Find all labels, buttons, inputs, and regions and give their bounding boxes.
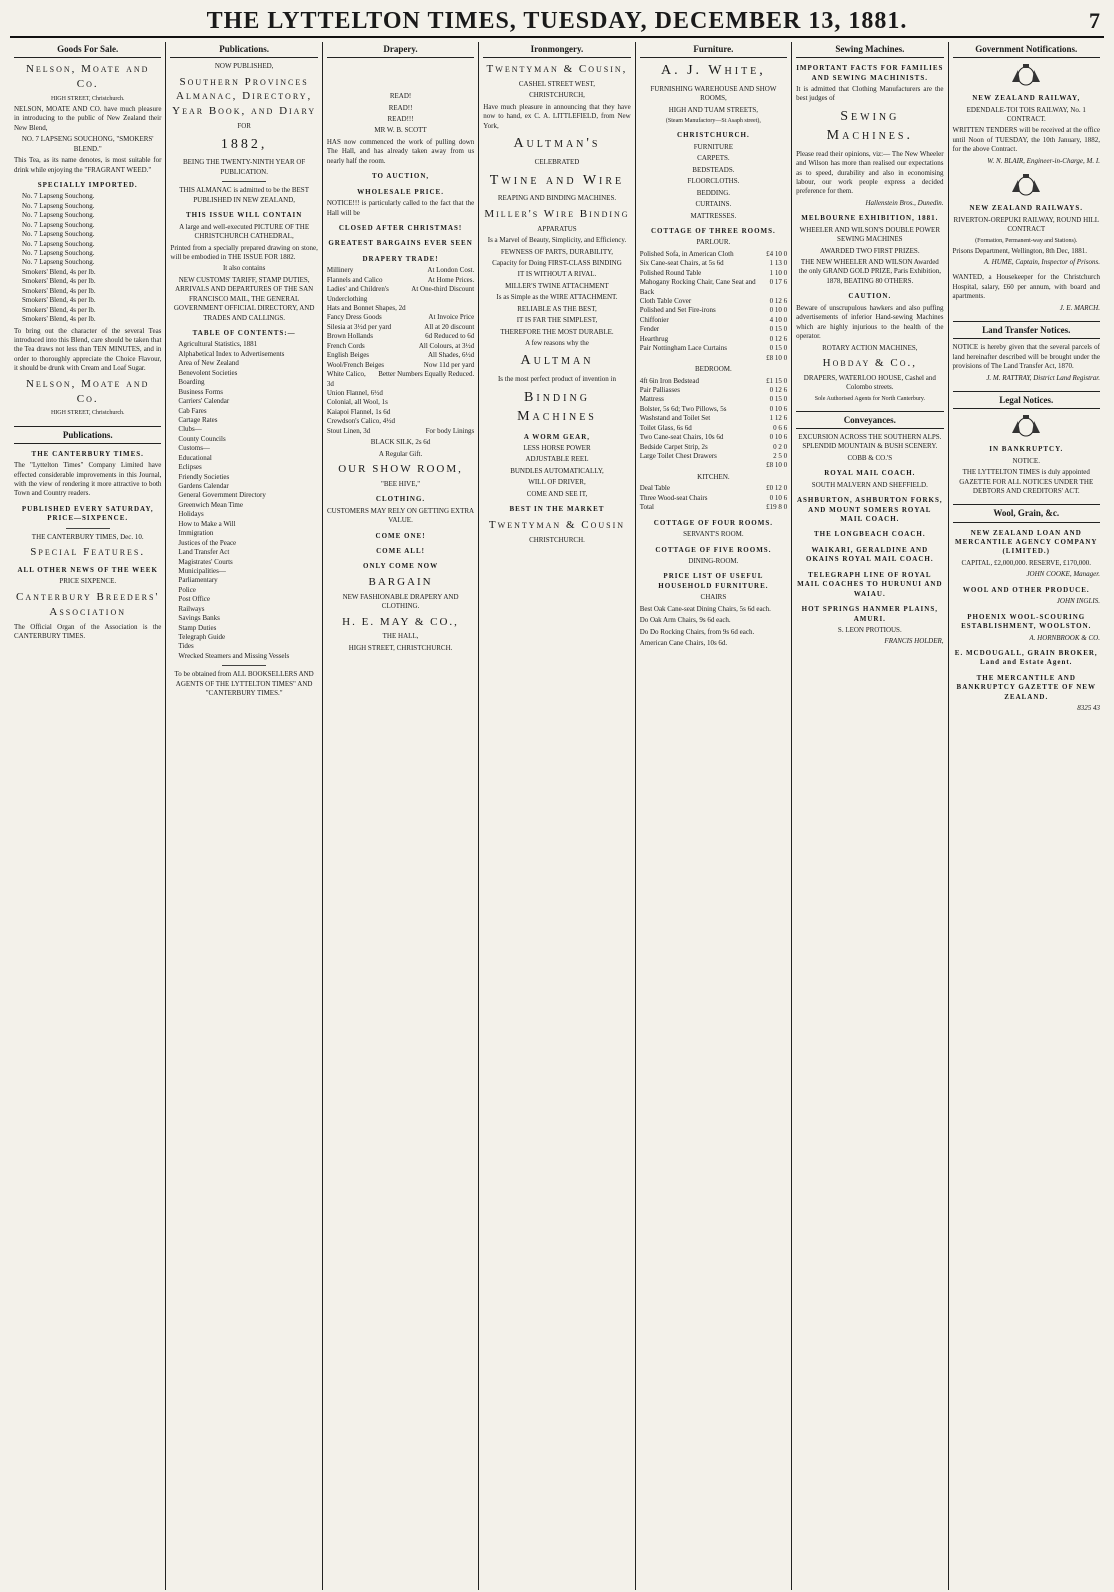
column-header: Ironmongery.: [483, 42, 630, 58]
almanac-title: Southern Provinces Almanac, Directory, Year Book, and Diary: [172, 75, 317, 118]
excursion: EXCURSION ACROSS THE SOUTHERN ALPS. SPLENDID MOUNTAIN & BUSH SCENERY.: [798, 432, 942, 451]
tariff-list: NEW CUSTOMS' TARIFF, STAMP DUTIES, ARRIVALS AND DEPARTURES OF THE SAN FRANCISCO MAIL, THE GENERAL GOVERNMENT OFFICIAL DIRECTORY, AND TRADES AND CALLINGS.: [173, 275, 315, 322]
advertiser-address-2: HIGH STREET, Christchurch.: [50, 410, 125, 417]
column-header: Government Notifications.: [953, 42, 1100, 58]
list-item: Parliamentary: [178, 576, 218, 585]
list-item: Carriers' Calendar: [178, 397, 230, 406]
masthead: [10, 6, 1104, 38]
list-item: Greenwich Mean Time: [178, 500, 243, 509]
kitchen-list: [640, 484, 787, 503]
publication-text: The "Lyttelton Times" Company Limited have effected considerable improvements in this Journal, with the view of rendering it more attractive to both Town and Country readers.: [14, 461, 162, 498]
aultman-heading: Aultman's: [513, 136, 601, 152]
simple-line: Is as Simple as the WIRE ATTACHMENT.: [496, 293, 618, 302]
rotary-action: ROTARY ACTION MACHINES,: [822, 343, 918, 352]
publication-year-line: BEING THE TWENTY-NINTH YEAR OF PUBLICATION.: [182, 158, 306, 176]
drapers: DRAPERS, WATERLOO HOUSE, Cashel and Colombo streets.: [803, 373, 936, 392]
price-row: Colonial, all Wool, 1s: [326, 398, 388, 407]
price-row: Polished and Set Fire-irons 0 10 0: [639, 306, 788, 315]
ad-blend: NO. 7 LAPSENG SOUCHONG, "SMOKERS' BLEND.": [21, 135, 154, 153]
list-item: Tides: [178, 642, 194, 651]
list-item: Gardens Calendar: [178, 482, 229, 490]
price-row: Bedside Carpet Strip, 2s 0 2 0: [639, 442, 788, 451]
all-other-news: ALL OTHER NEWS OF THE WEEK: [17, 566, 158, 574]
contract-line-2: RIVERTON-OREPUKI RAILWAY, ROUND HILL CONTRACT: [953, 215, 1100, 234]
list-item: Savings Banks: [178, 614, 220, 623]
important-facts: IMPORTANT FACTS FOR FAMILIES AND SEWING MACHINISTS.: [796, 64, 944, 82]
price-row: Mattress 0 15 0: [639, 395, 788, 404]
list-item: Smokers' Blend, 4s per lb.: [22, 305, 96, 314]
list-item: Eclipses: [178, 463, 202, 472]
firm-name-2: Twentyman & Cousin: [488, 518, 626, 531]
route: S. LEON PROTIOUS.: [837, 625, 902, 634]
bedroom-list: [640, 377, 787, 462]
read-3: READ!!!: [387, 115, 414, 124]
price-row: Deal Table £0 12 0: [639, 484, 788, 493]
price-row: Bolster, 5s 6d; Two Pillows, 5s 0 10 6: [639, 404, 788, 413]
perfect-line: Is the most perfect product of invention in: [497, 375, 616, 384]
list-item: Customs—: [178, 444, 210, 453]
tea-list: [14, 192, 161, 324]
list-item: Immigration: [178, 529, 214, 538]
price-row: Large Toilet Chest Drawers 2 5 0: [639, 452, 788, 460]
price-row: Three Wood-seat Chairs 0 10 6: [639, 493, 788, 502]
column-header: Drapery.: [327, 42, 474, 58]
worm-gear: A WORM GEAR,: [523, 432, 591, 441]
bedroom-total: £8 10 0: [766, 461, 788, 470]
association-text: The Official Organ of the Association is the CANTERBURY TIMES.: [14, 622, 162, 640]
list-item: Wrecked Steamers and Missing Vessels: [178, 651, 290, 660]
almanac-year: 1882,: [220, 136, 268, 152]
divider: [66, 528, 110, 529]
almanac-claim: THIS ALMANAC is admitted to be the BEST PUBLISHED IN NEW ZEALAND,: [179, 186, 309, 204]
list-item: Cartage Rates: [178, 415, 218, 424]
list-item: Police: [178, 585, 196, 594]
bedroom: BEDROOM.: [695, 365, 732, 374]
ad-closing: To bring out the character of the several Teas introduced into this Blend, care should be taken that the Tea draws not less than TEN MINUTES, and in order to thoroughly appreciate the Choice Flavour, it should be drunk with Cream and Loaf Sugar.: [14, 326, 162, 373]
longbeach: THE LONGBEACH COACH.: [814, 530, 926, 539]
lyttelton-gazette: THE LYTTELTON TIMES is duly appointed GAZETTE FOR ALL NOTICES UNDER THE DEBTORS AND CREDITORS' ACT.: [959, 468, 1094, 496]
specially-imported: SPECIALLY IMPORTED.: [37, 180, 138, 189]
section-header-wool: Wool, Grain, &c.: [953, 504, 1100, 522]
column-publications: [166, 42, 322, 1590]
price-row: Fender 0 15 0: [639, 325, 788, 334]
price-row: Mahogany Rocking Chair, Cane Seat and Back 0 17 6: [639, 278, 788, 296]
bee-hive: "BEE HIVE,": [380, 479, 421, 488]
engineer-signature: W. N. BLAIR, Engineer-in-Charge, M. I.: [987, 156, 1100, 165]
drapery-trade: DRAPERY TRADE!: [362, 254, 439, 263]
chairs-heading: CHAIRS: [700, 593, 727, 602]
servants-room: SERVANT'S ROOM.: [683, 530, 744, 539]
column-furniture: [636, 42, 792, 1590]
only-come-now: ONLY COME NOW: [363, 562, 439, 571]
cooke-signature: JOHN COOKE, Manager.: [1026, 570, 1100, 579]
price-row: Six Cane-seat Chairs, at 5s 6d 1 13 0: [639, 259, 788, 268]
toc-list: [170, 340, 317, 661]
price-row: Brown Hollands 6d Reduced to 6d: [326, 332, 475, 341]
royal-mail: ROYAL MAIL COACH.: [824, 469, 916, 478]
list-item: Clubs—: [178, 425, 202, 434]
royal-crest-icon: [1006, 413, 1046, 439]
column-government: [949, 42, 1104, 1590]
list-item: Do Do Rocking Chairs, from 9s 6d each.: [639, 627, 755, 636]
price-row: French Cords All Colours, at 3½d: [326, 341, 475, 350]
wool-produce: WOOL AND OTHER PRODUCE.: [962, 585, 1090, 594]
notice: NOTICE.: [1012, 456, 1040, 465]
black-silk: BLACK SILK, 2s 6d: [370, 438, 431, 447]
list-item: Cab Fares: [178, 406, 207, 415]
railways-heading: NEW ZEALAND RAILWAYS.: [969, 204, 1083, 213]
city-line: CHRISTCHURCH.: [677, 131, 750, 140]
cottage-three: COTTAGE OF THREE ROOMS.: [651, 226, 776, 235]
ironmongery-intro: Have much pleasure in announcing that they have now to hand, ex C. A. LITTLEFIELD, from New York,: [483, 102, 631, 130]
column-header: Goods For Sale.: [14, 42, 161, 58]
simplest-line: IT IS FAR THE SIMPLEST,: [516, 316, 598, 325]
list-item: American Cane Chairs, 10s 6d.: [639, 639, 728, 647]
apparatus: APPARATUS: [537, 224, 577, 233]
cottage-five: COTTAGE OF FIVE ROOMS.: [655, 545, 772, 554]
celebrated: CELEBRATED: [534, 158, 580, 167]
warehouse-line: FURNISHING WAREHOUSE AND SHOW ROOMS,: [650, 85, 777, 103]
parlour: PARLOUR.: [696, 238, 731, 247]
land-notice: NOTICE is hereby given that the several parcels of land hereinafter described will be brought under the provisions of The Land Transfer Act, 1870.: [952, 343, 1100, 371]
list-item: Land Transfer Act: [178, 548, 230, 557]
list-item: MATTRESSES.: [690, 211, 737, 220]
association-title: Canterbury Breeders' Association: [16, 590, 160, 618]
railway-heading: NEW ZEALAND RAILWAY,: [972, 94, 1081, 103]
advertiser-name-2: Nelson, Moate and Co.: [25, 377, 150, 405]
advertiser-address: HIGH STREET, Christchurch.: [50, 95, 125, 102]
price-row: Pair Nottingham Lace Curtains 0 15 0: [639, 344, 788, 353]
grand-total: Total £19 8 0: [639, 503, 788, 512]
ad-text: This Tea, as its name denotes, is most suitable for drink while enjoying the "FRAGRANT WEED.": [14, 156, 162, 174]
price-row: Two Cane-seat Chairs, 10s 6d 0 10 6: [639, 433, 788, 442]
list-item: Smokers' Blend, 4s per lb.: [22, 315, 96, 324]
parlour-total: £8 10 0: [766, 353, 788, 362]
price-row: Flannels and Calico At Home Prices.: [326, 275, 475, 284]
price-row: Chiffonier 4 10 0: [639, 315, 788, 324]
for-label: FOR: [237, 122, 251, 131]
street-line: HIGH STREET, CHRISTCHURCH.: [348, 643, 453, 652]
capital: CAPITAL, £2,000,000. RESERVE, £170,000.: [961, 558, 1092, 567]
list-item: County Councils: [178, 434, 226, 443]
list-item: No. 7 Lapseng Souchong.: [22, 258, 95, 267]
list-item: Benevolent Societies: [178, 368, 238, 377]
price-row: Hats and Bonnet Shapes, 2d: [326, 304, 406, 313]
list-item: Agricultural Statistics, 1881: [178, 340, 258, 349]
binding-machines: Binding Machines: [517, 389, 597, 424]
ad-number: 8325 43: [1077, 704, 1100, 713]
firm-name: Twentyman & Cousin,: [486, 63, 628, 76]
list-item: Best Oak Cane-seat Dining Chairs, 5s 6d each.: [639, 604, 771, 613]
page-number: 7: [1089, 8, 1100, 33]
list-item: No. 7 Lapseng Souchong.: [22, 230, 95, 239]
street-line: CASHEL STREET WEST,: [518, 79, 596, 88]
list-item: Business Forms: [178, 387, 223, 396]
price-row: Toilet Glass, 6s 6d 0 6 6: [639, 423, 788, 432]
mcdougall: E. MCDOUGALL, GRAIN BROKER, Land and Estate Agent.: [954, 648, 1098, 667]
testimonial: Please read their opinions, viz:— The New Wheeler and Wilson has more than realised our expectations as to speed, durability and also in economising labour, our work people express a decided preference for them.: [796, 149, 944, 196]
notice-line: NOTICE!!! is particularly called to the fact that the Hall will be: [326, 199, 475, 217]
read-1: READ!: [389, 92, 412, 101]
list-item: CURTAINS.: [695, 200, 732, 209]
rival-line: IT IS WITHOUT A RIVAL.: [517, 270, 597, 279]
price-row: Kaiapoi Flannel, 1s 6d: [326, 407, 391, 416]
list-item: FLOORCLOTHS.: [687, 177, 740, 186]
column-ironmongery: [479, 42, 635, 1590]
waikari: WAIKARI, GERALDINE AND OKAINS ROYAL MAIL COACH.: [806, 545, 934, 564]
picture-line: A large and well-executed PICTURE OF THE CHRISTCHURCH CATHEDRAL,: [179, 222, 310, 241]
read-2: READ!!: [388, 103, 413, 112]
issue-contains: THIS ISSUE WILL CONTAIN: [185, 211, 303, 220]
reel: ADJUSTABLE REEL: [525, 455, 589, 464]
issue-date: THE CANTERBURY TIMES, Dec. 10.: [31, 532, 144, 541]
marvel-line: Is a Marvel of Beauty, Simplicity, and Efficiency.: [487, 236, 627, 245]
section-header-legal: Legal Notices.: [953, 391, 1100, 409]
list-item: No. 7 Lapseng Souchong.: [22, 239, 95, 248]
royal-crest-icon: [1006, 172, 1046, 198]
list-item: Smokers' Blend, 4s per lb.: [22, 267, 96, 276]
column-drapery: [323, 42, 479, 1590]
list-item: CARPETS.: [697, 154, 730, 163]
divider: [222, 665, 266, 666]
price-row: Polished Sofa, in American Cloth £4 10 0: [639, 249, 788, 258]
best-in-market: BEST IN THE MARKET: [509, 505, 605, 514]
price-row: Polished Round Table 1 10 0: [639, 268, 788, 277]
phoenix: PHOENIX WOOL-SCOURING ESTABLISHMENT, WOOLSTON.: [961, 612, 1092, 631]
prisons-line: Prisons Department, Wellington, 8th Dec, 1881.: [952, 246, 1087, 255]
to-auction: TO AUCTION,: [371, 172, 430, 181]
list-item: Area of New Zealand: [178, 359, 239, 368]
wholesale-price: WHOLESALE PRICE.: [357, 187, 444, 196]
nz-loan: NEW ZEALAND LOAN AND MERCANTILE AGENCY COMPANY (LIMITED.): [955, 528, 1098, 556]
price-row: Crewdson's Calico, 4½d: [326, 417, 395, 426]
millers-heading: Miller's Wire Binding: [484, 207, 630, 220]
price-row: Stout Linen, 3d For body Linings: [326, 426, 475, 435]
column-header: Furniture.: [640, 42, 787, 58]
price-list: [327, 266, 474, 436]
list-item: Smokers' Blend, 4s per lb.: [22, 277, 96, 286]
columns: [10, 42, 1104, 1590]
price-row: 4ft 6in Iron Bedstead £1 15 0: [639, 376, 788, 385]
prisons-signature: A. HUME, Captain, Inspector of Prisons.: [983, 258, 1100, 267]
beating-others: THE NEW WHEELER AND WILSON Awarded the only GRAND GOLD PRIZE, Paris Exhibition, 1878, BEATING 80 OTHERS.: [798, 258, 941, 285]
capacity-line: Capacity for Doing FIRST-CLASS BINDING: [492, 258, 622, 267]
clothing: CLOTHING.: [375, 495, 426, 504]
masthead-title: THE LYTTELTON TIMES, TUESDAY, DECEMBER 13, 1881.: [206, 7, 908, 34]
fashion-line: NEW FASHIONABLE DRAPERY AND CLOTHING.: [342, 592, 459, 611]
formation: (Formation, Permanent-way and Stations).: [975, 237, 1078, 244]
divider: [222, 181, 266, 182]
durable-line: THEREFORE THE MOST DURABLE.: [500, 327, 614, 336]
aultman-2: Aultman: [520, 353, 594, 369]
price-row: Silesia at 3½d per yard All at 20 discount: [326, 322, 475, 331]
ashburton: ASHBURTON, ASHBURTON FORKS, AND MOUNT SOMERS ROYAL MAIL COACH.: [796, 496, 943, 523]
contract-line: EDENDALE-TOI TOIS RAILWAY, No. 1 CONTRACT.: [966, 105, 1086, 124]
address-line: HIGH AND TUAM STREETS,: [668, 105, 759, 114]
list-item: Educational: [178, 453, 212, 462]
south-malvern: SOUTH MALVERN AND SHEFFIELD.: [811, 480, 928, 489]
greatest-bargains: GREATEST BARGAINS EVER SEEN: [328, 239, 473, 248]
melbourne-exhibition: MELBOURNE EXHIBITION, 1881.: [801, 214, 939, 223]
drapery-intro: HAS now commenced the work of pulling down The Hall, and has already taken away from us nearly half the room.: [326, 137, 475, 165]
inglis-signature: JOHN INGLIS.: [1056, 597, 1100, 606]
come-all: COME ALL!: [376, 547, 425, 556]
price-row: Union Flannel, 6½d: [326, 388, 383, 397]
list-item: Post Office: [178, 595, 210, 604]
sewing-machines: Sewing Machines.: [826, 108, 913, 143]
caution-text: Beware of unscrupulous hawkers and also puffing advertisements of inferior Hand-sewing Machines which are highly injurious to the health of the operator.: [796, 303, 944, 341]
list-item: Smokers' Blend, 4s per lb.: [22, 296, 96, 305]
printed-line: Printed from a specially prepared drawing on stone, will be embodied in THE ISSUE FOR 1882.: [170, 243, 318, 261]
list-item: BEDSTEADS.: [692, 165, 735, 174]
price-list-heading: PRICE LIST OF USEFUL HOUSEHOLD FURNITURE.: [658, 572, 769, 590]
now-published: NOW PUBLISHED,: [214, 62, 274, 71]
telegraph-line: TELEGRAPH LINE OF ROYAL MAIL COACHES TO HURUNUI AND WAIAU.: [797, 570, 943, 598]
bundles: BUNDLES AUTOMATICALLY,: [510, 466, 604, 475]
holder-signature: FRANCIS HOLDER,: [884, 637, 944, 646]
show-room: OUR SHOW ROOM,: [338, 463, 463, 476]
list-item: Holidays: [178, 510, 204, 519]
registrar-signature: J. M. RATTRAY, District Land Registrar.: [986, 373, 1100, 382]
list-item: Smokers' Blend, 4s per lb.: [22, 286, 96, 295]
also-contains: It also contains: [222, 264, 266, 273]
kitchen: KITCHEN.: [697, 472, 730, 481]
horse-power: LESS HORSE POWER: [523, 444, 591, 453]
list-item: General Government Directory: [178, 491, 266, 500]
caution: CAUTION.: [848, 292, 892, 301]
march-signature: J. E. MARCH.: [1059, 303, 1100, 312]
list-item: Boarding: [178, 378, 205, 387]
in-bankruptcy: IN BANKRUPTCY.: [989, 445, 1064, 454]
cottage-four: COTTAGE OF FOUR ROOMS.: [653, 518, 774, 527]
list-item: FURNITURE: [693, 142, 734, 151]
price-line: PRICE SIXPENCE.: [59, 577, 117, 586]
twine-and-wire: Twine and Wire: [489, 172, 625, 188]
attachment-line: MILLER'S TWINE ATTACHMENT: [505, 281, 609, 290]
section-header: Conveyances.: [796, 411, 943, 429]
column-sewing-machines: [792, 42, 948, 1590]
goods-lines: [640, 143, 787, 221]
column-goods-for-sale: [10, 42, 166, 1590]
price-row: Washstand and Toilet Set 1 12 6: [639, 414, 788, 423]
list-item: Magistrates' Courts: [178, 557, 233, 566]
from-line: MR W. B. SCOTT: [374, 126, 427, 135]
price-row: Cloth Table Cover 0 12 6: [639, 297, 788, 305]
chairs-list: [640, 605, 787, 649]
toc-heading: TABLE OF CONTENTS:—: [192, 329, 296, 337]
price-row: Hearthrug 0 12 6: [639, 334, 788, 343]
price-row: Millinery At London Cost.: [326, 266, 475, 275]
list-item: No. 7 Lapseng Souchong.: [22, 220, 95, 229]
hobday: Hobday & Co.,: [822, 356, 917, 369]
dining-room: DINING-ROOM.: [688, 556, 739, 565]
wheeler-wilson: WHEELER AND WILSON'S DOUBLE POWER SEWING MACHINES: [799, 225, 940, 244]
regular-gift: A Regular Gift.: [378, 449, 423, 458]
obtain-line: To be obtained from ALL BOOKSELLERS AND AGENTS OF THE LYTTELTON TIMES" AND "CANTERBURY TIMES.": [174, 670, 314, 698]
firm-name: A. J. White,: [661, 63, 766, 79]
will-of-driver: WILL OF DRIVER,: [528, 478, 586, 487]
city-line-2: CHRISTCHURCH.: [529, 535, 585, 544]
the-hall: THE HALL,: [382, 632, 419, 641]
sole-agents: Sole Authorised Agents for North Canterbury.: [814, 395, 925, 402]
publication-schedule: PUBLISHED EVERY SATURDAY, PRICE—SIXPENCE.: [21, 504, 154, 523]
list-item: No. 7 Lapseng Souchong.: [22, 211, 95, 220]
list-item: Railways: [178, 604, 205, 613]
price-row: Wool/French Beiges Now 11d per yard: [326, 360, 475, 369]
list-item: Justices of the Peace: [178, 538, 237, 547]
city-line: CHRISTCHURCH,: [529, 91, 585, 100]
column-header: Sewing Machines.: [796, 42, 943, 58]
customers-line: CUSTOMERS MAY RELY ON GETTING EXTRA VALUE.: [326, 506, 475, 525]
testimonial-signature: Hallenstein Bros., Dunedin.: [865, 198, 944, 207]
closed-after-christmas: CLOSED AFTER CHRISTMAS!: [338, 223, 463, 232]
list-item: Friendly Societies: [178, 472, 230, 481]
list-item: No. 7 Lapseng Souchong.: [22, 192, 95, 201]
reliable-line: RELIABLE AS THE BEST,: [517, 304, 597, 313]
admitted-line: It is admitted that Clothing Manufacturers are the best judges of: [796, 85, 944, 103]
list-item: Municipalities—: [178, 566, 226, 575]
section-header: Land Transfer Notices.: [953, 321, 1100, 339]
factory-line: (Steam Manufactory—St Asaph street),: [665, 118, 761, 125]
price-row: Pair Palliasses 0 12 6: [639, 385, 788, 394]
bargain: BARGAIN: [368, 575, 433, 588]
mercantile-gazette: THE MERCANTILE AND BANKRUPTCY GAZETTE OF NEW ZEALAND.: [956, 673, 1096, 701]
list-item: No. 7 Lapseng Souchong.: [22, 249, 95, 258]
royal-crest-icon: [1006, 62, 1046, 88]
come-and-see: COME AND SEE IT,: [526, 489, 588, 498]
hot-springs: HOT SPRINGS HANMER PLAINS, AMURI.: [801, 605, 938, 623]
reaping-line: REAPING AND BINDING MACHINES.: [497, 194, 617, 203]
price-row: English Beiges All Shades, 6½d: [326, 351, 475, 360]
column-header: Publications.: [170, 42, 317, 58]
special-features-heading: Special Features.: [30, 546, 146, 559]
list-item: Telegraph Guide: [178, 633, 226, 641]
list-item: How to Make a Will: [178, 519, 236, 528]
ad-intro: NELSON, MOATE AND CO. have much pleasure in introducing to the public of New Zealand their New Blend,: [14, 104, 162, 132]
hornbrook-signature: A. HORNBROOK & CO.: [1029, 633, 1100, 642]
price-row: White Calico, 3d Better Numbers Equally Reduced.: [326, 370, 475, 388]
publication-title: THE CANTERBURY TIMES.: [31, 449, 144, 458]
come-one: COME ONE!: [375, 531, 426, 540]
few-reasons: A few reasons why the: [525, 339, 589, 348]
list-item: BEDDING.: [696, 188, 731, 197]
list-item: Stamp Duties: [178, 623, 217, 632]
advertiser-name: Nelson, Moate and Co.: [25, 63, 150, 90]
price-row: Ladies' and Children's Underclothing At One-third Discount: [326, 285, 475, 303]
list-item: Alphabetical Index to Advertisements: [178, 349, 285, 358]
parlour-list: [640, 250, 787, 354]
list-item: Do Oak Arm Chairs, 9s 6d each.: [639, 616, 731, 625]
section-header: Publications.: [14, 426, 161, 444]
fewness-line: FEWNESS OF PARTS, DURABILITY,: [500, 247, 614, 256]
tender-text: WRITTEN TENDERS will be received at the office until Noon of TUESDAY, the 10th January, 1882, for the above Contract.: [952, 126, 1100, 154]
price-row: Fancy Dress Goods At Invoice Price: [326, 313, 475, 322]
wanted-ad: WANTED, a Housekeeper for the Christchurch Hospital, salary, £60 per annum, with board and apartments.: [952, 273, 1100, 301]
awarded: AWARDED TWO FIRST PRIZES.: [820, 246, 920, 255]
list-item: No. 7 Lapseng Souchong.: [22, 201, 95, 210]
firm-name: H. E. MAY & CO.,: [342, 615, 459, 628]
cobb-co: COBB & CO.'S: [847, 453, 893, 462]
